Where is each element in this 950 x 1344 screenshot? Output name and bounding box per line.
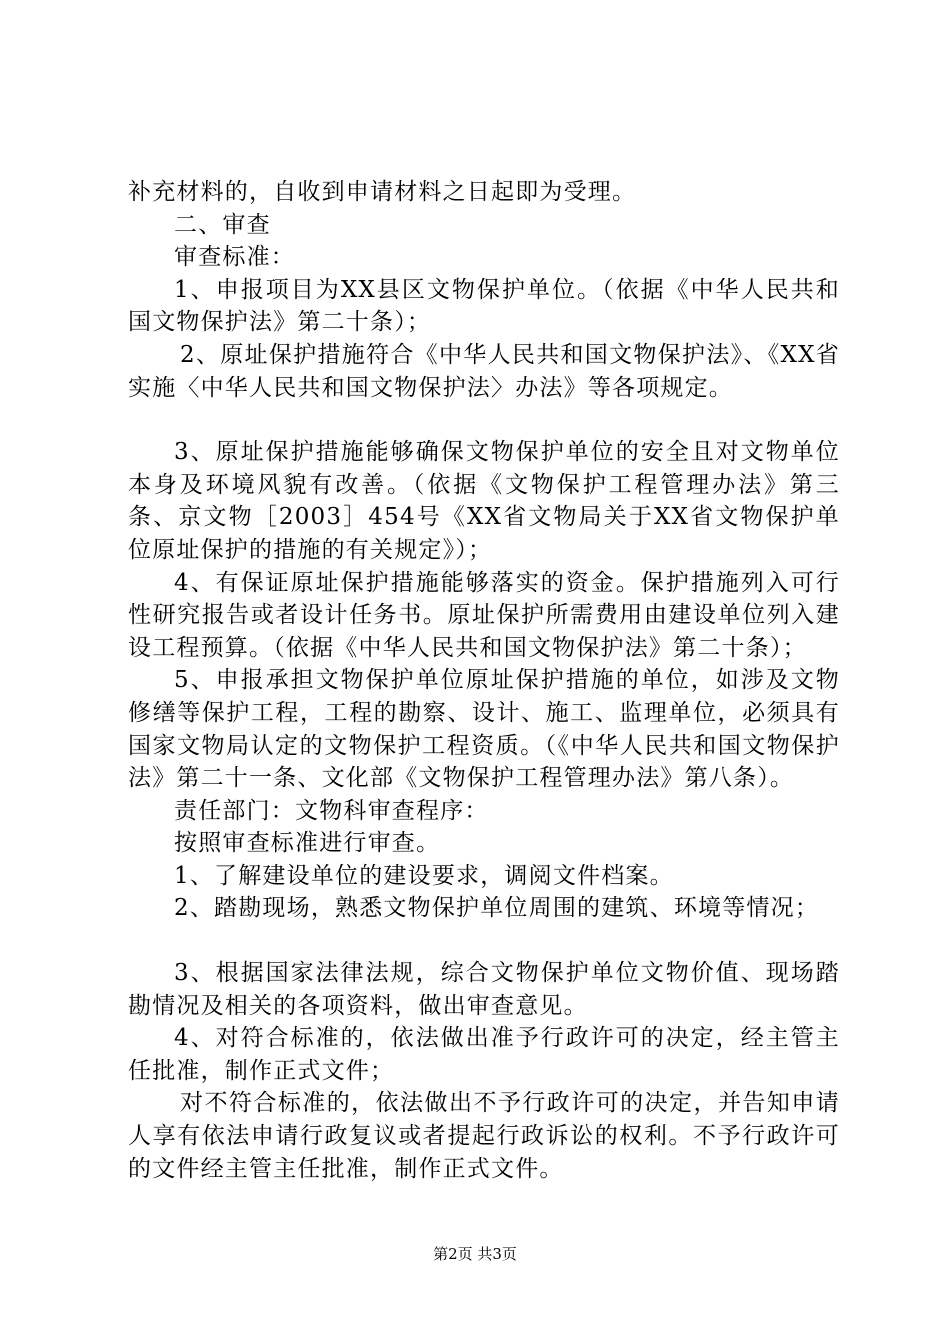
- standard-item-1: 1、申报项目为XX县区文物保护单位。（依据《中华人民共和国文物保护法》第二十条）；: [128, 276, 840, 336]
- procedure-intro: 按照审查标准进行审查。: [174, 830, 441, 857]
- document-body: [128, 176, 840, 1185]
- page-number-label: 第2页 共3页: [433, 1245, 517, 1263]
- paragraph-continuation: 补充材料的，自收到申请材料之日起即为受理。: [128, 179, 637, 205]
- standard-item-2: 2、原址保护措施符合《中华人民共和国文物保护法》、《XX省实施〈中华人民共和国文物保护法〉办法》等各项规定。: [128, 341, 840, 401]
- standard-item-5: 5、申报承担文物保护单位原址保护措施的单位，如涉及文物修缮等保护工程，工程的勘察、设计、施工、监理单位，必须具有国家文物局认定的文物保护工程资质。（《中华人民共和国文物保护法》第二十一条、文化部《文物保护工程管理办法》第八条）。: [128, 667, 840, 792]
- standard-item-3: 3、原址保护措施能够确保文物保护单位的安全且对文物单位本身及环境风貌有改善。（依据《文物保护工程管理办法》第三条、京文物［2003］454号《XX省文物局关于XX省文物保护单位原址保护的措施的有关规定》）；: [128, 439, 840, 563]
- page-footer: [0, 1244, 950, 1264]
- procedure-item-2: 2、踏勘现场，熟悉文物保护单位周围的建筑、环境等情况；: [174, 895, 820, 922]
- procedure-rejection: 对不符合标准的，依法做出不予行政许可的决定，并告知申请人享有依法申请行政复议或者提起行政诉讼的权利。不予行政许可的文件经主管主任批准，制作正式文件。: [128, 1090, 840, 1182]
- procedure-item-1: 1、了解建设单位的建设要求，调阅文件档案。: [174, 862, 674, 889]
- standard-item-4: 4、有保证原址保护措施能够落实的资金。保护措施列入可行性研究报告或者设计任务书。原址保护所需费用由建设单位列入建设工程预算。（依据《中华人民共和国文物保护法》第二十条）；: [128, 569, 840, 661]
- procedure-item-4: 4、对符合标准的，依法做出准予行政许可的决定，经主管主任批准，制作正式文件；: [128, 1025, 840, 1084]
- procedure-item-3: 3、根据国家法律法规，综合文物保护单位文物价值、现场踏勘情况及相关的各项资料，做出审查意见。: [128, 960, 840, 1019]
- responsible-department: 责任部门：文物科审查程序：: [174, 797, 489, 824]
- review-standards-heading: 审查标准：: [174, 244, 295, 271]
- section-heading-review: 二、审查: [174, 211, 271, 238]
